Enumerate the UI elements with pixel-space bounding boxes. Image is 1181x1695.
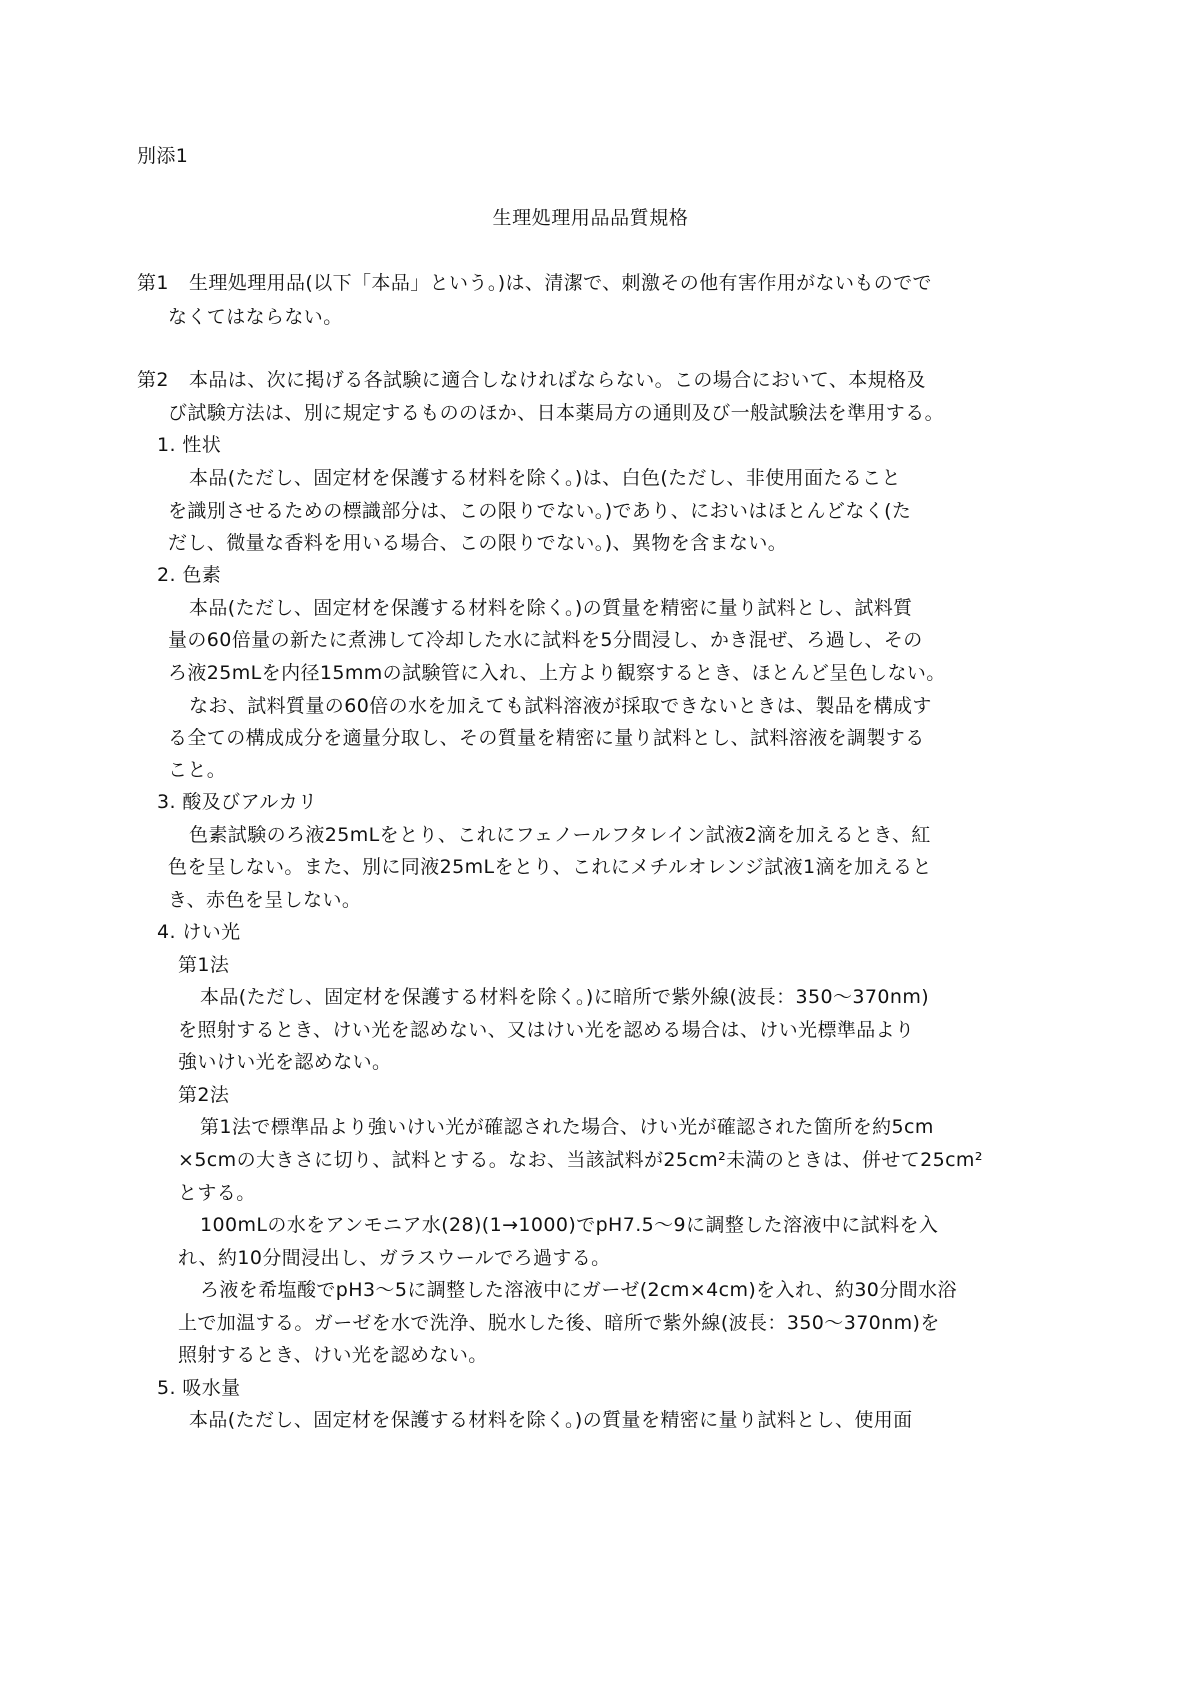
section-heading: 3. 酸及びアルカリ bbox=[157, 791, 318, 813]
method-label: 第2法 bbox=[178, 1084, 230, 1106]
paragraph-line: 第1法で標準品より強いけい光が確認された場合、けい光が確認された箇所を約5cm bbox=[200, 1116, 934, 1138]
paragraph-line: 本品(ただし、固定材を保護する材料を除く。)は、白色(ただし、非使用面たること bbox=[189, 467, 901, 489]
paragraph-line: ろ液25mLを内径15mmの試験管に入れ、上方より観察するとき、ほとんど呈色しない。 bbox=[168, 662, 946, 684]
paragraph-line: 量の60倍量の新たに煮沸して冷却した水に試料を5分間浸し、かき混ぜ、ろ過し、その bbox=[168, 629, 923, 651]
paragraph-line: 強いけい光を認めない。 bbox=[178, 1051, 392, 1073]
paragraph-line: を照射するとき、けい光を認めない、又はけい光を認める場合は、けい光標準品より bbox=[178, 1019, 915, 1041]
section-heading: 1. 性状 bbox=[157, 434, 222, 456]
article-1-line: 生理処理用品(以下「本品」という。)は、清潔で、刺激その他有害作用がないものでで bbox=[189, 272, 932, 294]
paragraph-line: なお、試料質量の60倍の水を加えても試料溶液が採取できないときは、製品を構成す bbox=[189, 695, 932, 717]
paragraph-line: とする。 bbox=[178, 1182, 256, 1204]
article-2-line: び試験方法は、別に規定するもののほか、日本薬局方の通則及び一般試験法を準用する。 bbox=[168, 402, 945, 424]
method-label: 第1法 bbox=[178, 954, 230, 976]
article-1-label: 第1 bbox=[137, 272, 169, 294]
paragraph-line: ろ液を希塩酸でpH3～5に調整した溶液中にガーゼ(2cm×4cm)を入れ、約30分間水浴 bbox=[200, 1279, 957, 1301]
paragraph-line: 本品(ただし、固定材を保護する材料を除く。)の質量を精密に量り試料とし、使用面 bbox=[189, 1409, 913, 1431]
paragraph-line: き、赤色を呈しない。 bbox=[168, 889, 362, 911]
paragraph-line: ×5cmの大きさに切り、試料とする。なお、当該試料が25cm²未満のときは、併せて25cm² bbox=[178, 1149, 983, 1171]
paragraph-line: 色素試験のろ液25mLをとり、これにフェノールフタレイン試液2滴を加えるとき、紅 bbox=[189, 824, 931, 846]
article-2-line: 本品は、次に掲げる各試験に適合しなければならない。この場合において、本規格及 bbox=[189, 369, 926, 391]
section-heading: 2. 色素 bbox=[157, 564, 222, 586]
section-heading: 5. 吸水量 bbox=[157, 1377, 241, 1399]
paragraph-line: 本品(ただし、固定材を保護する材料を除く。)に暗所で紫外線(波長：350～370nm) bbox=[200, 986, 930, 1008]
article-1-line: なくてはならない。 bbox=[168, 306, 343, 328]
paragraph-line: 色を呈しない。また、別に同液25mLをとり、これにメチルオレンジ試液1滴を加えると bbox=[168, 856, 932, 878]
paragraph-line: こと。 bbox=[168, 759, 227, 781]
document-title: 生理処理用品品質規格 bbox=[492, 207, 689, 229]
paragraph-line: を識別させるための標識部分は、この限りでない。)であり、においはほとんどなく(た bbox=[168, 500, 912, 522]
paragraph-line: る全ての構成成分を適量分取し、その質量を精密に量り試料とし、試料溶液を調製する bbox=[168, 727, 925, 749]
paragraph-line: だし、微量な香料を用いる場合、この限りでない。)、異物を含まない。 bbox=[168, 532, 788, 554]
paragraph-line: 100mLの水をアンモニア水(28)(1→1000)でpH7.5～9に調整した溶液中に試料を入 bbox=[200, 1214, 939, 1236]
paragraph-line: 本品(ただし、固定材を保護する材料を除く。)の質量を精密に量り試料とし、試料質 bbox=[189, 597, 913, 619]
article-2-label: 第2 bbox=[137, 369, 169, 391]
attachment-label: 別添1 bbox=[137, 145, 189, 167]
paragraph-line: 上で加温する。ガーゼを水で洗浄、脱水した後、暗所で紫外線(波長：350～370nm)を bbox=[178, 1312, 940, 1334]
section-heading: 4. けい光 bbox=[157, 921, 241, 943]
paragraph-line: れ、約10分間浸出し、ガラスウールでろ過する。 bbox=[178, 1247, 611, 1269]
paragraph-line: 照射するとき、けい光を認めない。 bbox=[178, 1344, 488, 1366]
